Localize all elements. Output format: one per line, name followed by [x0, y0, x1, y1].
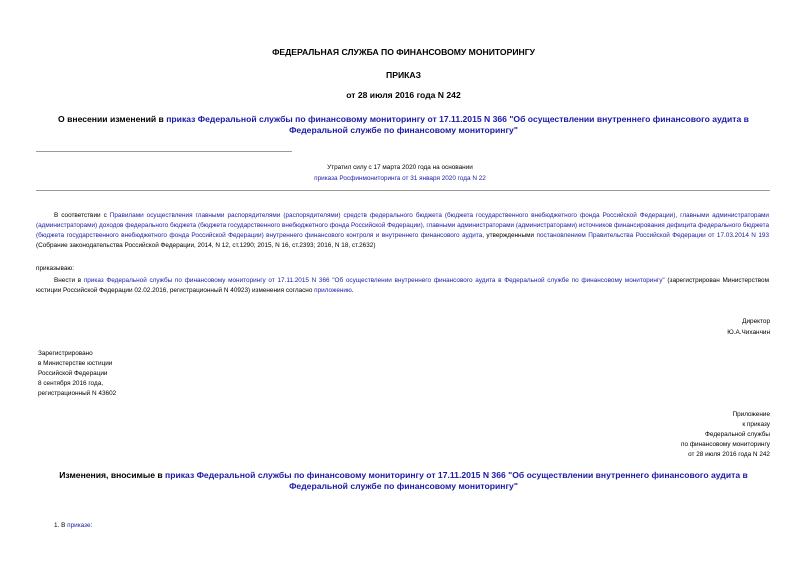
- registration-block: [38, 349, 116, 399]
- doc-date-number: от 28 июля 2016 года N 242: [346, 90, 461, 100]
- divider-short: [36, 151, 292, 152]
- appendix-line: от 28 июля 2016 года N 242: [688, 451, 770, 458]
- appendix-block: [681, 410, 770, 460]
- status-line: Утратил силу с 17 марта 2020 года на основании: [327, 164, 473, 171]
- title-link[interactable]: приказ Федеральной службы по финансовому мониторингу от 17.11.2015 N 366 "Об осуществлении внутреннего финансового аудита в Федеральной службе по финансовому мониторингу": [166, 114, 749, 135]
- registration-line: 8 сентября 2016 года,: [38, 380, 104, 387]
- divider-long: [36, 190, 770, 191]
- changes-title: [40, 470, 767, 492]
- status-link[interactable]: приказа Росфинмониторинга от 31 января 2020 года N 22: [314, 175, 486, 182]
- title-prefix: О внесении изменений в: [58, 114, 167, 124]
- appendix-line: Федеральной службы: [705, 431, 770, 438]
- p1-mid: , утвержденными: [482, 232, 537, 239]
- changes-title-link[interactable]: приказ Федеральной службы по финансовому мониторингу от 17.11.2015 N 366 "Об осуществлении внутреннего финансового аудита в Федеральной службе по финансовому мониторингу": [165, 470, 748, 491]
- item-1: [54, 521, 92, 531]
- item-1-prefix: 1. В: [54, 522, 68, 529]
- order-366-link[interactable]: приказ Федеральной службы по финансовому мониторингу от 17.11.2015 N 366 "Об осуществлении внутреннего финансового аудита в Федеральной службе по финансовому мониторингу": [83, 277, 665, 284]
- appendix-line: Приложение: [732, 411, 770, 418]
- decree-link[interactable]: постановлением Правительства Российской Федерации от 17.03.2014 N 193: [536, 232, 769, 239]
- p2-end: .: [351, 287, 354, 294]
- p2-start: Внести в: [54, 277, 84, 284]
- page-title: [40, 114, 767, 136]
- p1-start: В соответствии с: [54, 212, 110, 219]
- appendix-line: по финансовому мониторингу: [680, 441, 770, 448]
- appendix-line: к приказу: [742, 421, 770, 428]
- item-1-link[interactable]: приказе: [67, 522, 91, 529]
- registration-line: в Министерстве юстиции: [38, 360, 113, 367]
- p1-end: (Собрание законодательства Российской Федерации, 2014, N 12, ст.1290; 2015, N 16, ст.2393; 2016, N 18, ст.2632): [36, 242, 376, 249]
- doc-type: ПРИКАЗ: [386, 70, 421, 80]
- p2-mid: (зарегистрирован Министерством юстиции Российской Федерации 02.02.2016, регистрационный N 40923) изменения согласно: [36, 277, 769, 294]
- appendix-link[interactable]: приложению: [314, 287, 352, 294]
- rules-link[interactable]: Правилами осуществления главными распорядителями (распорядителями) средств федерального бюджета (бюджета государственного внебюджетного фонда Российской Федерации), главными администраторами (администраторами) доходов федерального бюджета (бюджета государственного внебюджетного фонда Российской Федерации), главными администраторами (администраторами) источников финансирования дефицита федерального бюджета (бюджета государственного внебюджетного фонда Российской Федерации) внутреннего финансового контроля и внутреннего финансового аудита: [36, 212, 769, 239]
- registration-line: Зарегистрировано: [38, 350, 93, 357]
- signature-position: Директор: [742, 318, 770, 325]
- agency-name: ФЕДЕРАЛЬНАЯ СЛУЖБА ПО ФИНАНСОВОМУ МОНИТОРИНГУ: [272, 47, 535, 57]
- signature-name: Ю.А.Чиханчин: [727, 329, 770, 336]
- registration-line: Российской Федерации: [38, 370, 108, 377]
- item-1-suffix: :: [90, 522, 93, 529]
- preamble-paragraph: [36, 211, 769, 251]
- registration-line: регистрационный N 43602: [38, 390, 117, 397]
- orders-word: приказываю:: [36, 265, 74, 272]
- order-paragraph: [36, 276, 769, 296]
- changes-title-prefix: Изменения, вносимые в: [59, 470, 166, 480]
